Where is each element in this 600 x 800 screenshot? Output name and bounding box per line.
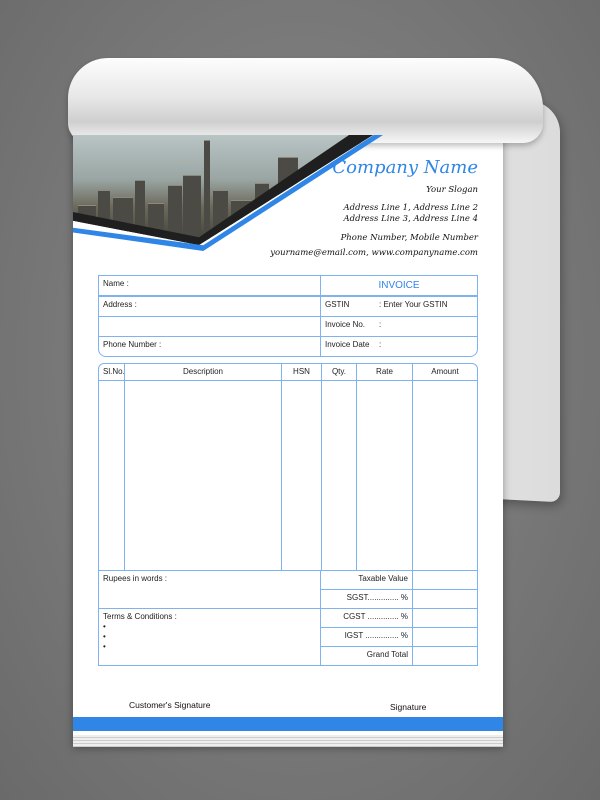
body-rate: [356, 380, 413, 571]
phone-field: Phone Number :: [98, 336, 321, 357]
cgst-label: CGST .............. %: [320, 608, 413, 628]
invoice-no-label: Invoice No.: [325, 320, 366, 329]
gstin-label: GSTIN: [325, 300, 350, 309]
company-slogan: Your Slogan: [426, 185, 478, 195]
name-field: Name :: [98, 275, 321, 296]
col-rate: Rate: [356, 363, 413, 381]
grand-total-cell: [412, 646, 478, 666]
col-description: Description: [124, 363, 282, 381]
body-description: [124, 380, 282, 571]
col-qty: Qty.: [321, 363, 357, 381]
address-field: Address :: [98, 296, 321, 317]
phone-line: Phone Number, Mobile Number: [340, 233, 478, 243]
invoice-date-label: Invoice Date: [325, 340, 370, 349]
col-hsn: HSN: [281, 363, 322, 381]
body-qty: [321, 380, 357, 571]
body-amount: [412, 380, 478, 571]
web-line: yourname@email.com, www.companyname.com: [270, 248, 478, 258]
signature: Signature: [390, 702, 427, 712]
col-amount: Amount: [412, 363, 478, 381]
address-field-2: [98, 316, 321, 337]
grand-total-label: Grand Total: [320, 646, 413, 666]
sgst-label: SGST.............. %: [320, 589, 413, 609]
invoice-date-value: :: [379, 340, 382, 349]
igst-cell: [412, 627, 478, 647]
customer-signature: Customer's Signature: [129, 700, 211, 710]
rolled-cover: [68, 58, 543, 143]
terms-label: Terms & Conditions :: [103, 612, 177, 621]
terms-bullet: •: [103, 622, 106, 631]
col-slno: Sl.No.: [98, 363, 125, 381]
address-line-1: Address Line 1, Address Line 2: [343, 203, 478, 213]
address-line-2: Address Line 3, Address Line 4: [343, 214, 478, 224]
gstin-field: [320, 296, 478, 317]
invoice-no-value: :: [379, 320, 382, 329]
page-stack: [73, 735, 503, 747]
terms-bullet: •: [103, 632, 106, 641]
taxable-value-cell: [412, 570, 478, 590]
invoice-date-field: [320, 336, 478, 357]
terms-box: [98, 608, 321, 666]
cgst-cell: [412, 608, 478, 628]
body-slno: [98, 380, 125, 571]
invoice-title: INVOICE: [320, 275, 478, 296]
bottom-blue-bar: [73, 717, 503, 731]
company-name: Company Name: [332, 157, 478, 178]
body-hsn: [281, 380, 322, 571]
terms-bullet: •: [103, 642, 106, 651]
taxable-value-label: Taxable Value: [320, 570, 413, 590]
rupees-in-words: Rupees in words :: [98, 570, 321, 609]
gstin-value: : Enter Your GSTIN: [379, 300, 448, 309]
sgst-cell: [412, 589, 478, 609]
igst-label: IGST ............... %: [320, 627, 413, 647]
invoice-no-field: [320, 316, 478, 337]
